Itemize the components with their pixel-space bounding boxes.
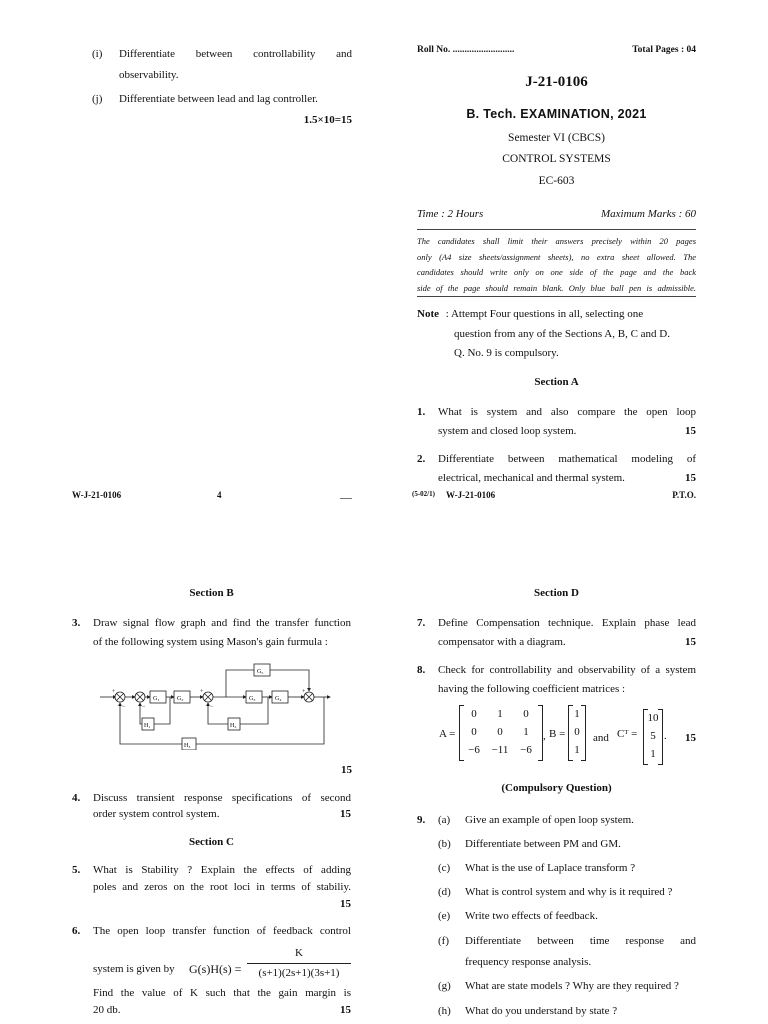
block-label: H₁ [144,723,151,729]
q9-part-g [438,977,696,996]
question-marks: 15 [685,732,696,744]
separator-dot: . [664,730,667,742]
item-text-cont: observability. [119,69,179,81]
question-marks: 15 [685,472,696,484]
semester: Semester VI (CBCS) [508,132,605,144]
matrix-a-cell: 0 [523,708,529,720]
block-diagram [98,660,333,750]
matrix-c-label: Cᵀ = [617,728,638,740]
block-label: H₃ [184,743,191,749]
note-line-1: : Attempt Four questions in all, selecting one [445,308,644,320]
part-text: What are state models ? Why are they required ? [465,980,679,992]
question-number: 3. [72,617,81,629]
matrix-a-cell: 0 [471,726,477,738]
question-text-cont: 20 db. [93,1004,121,1016]
part-text: What is control system and why is it required ? [465,886,673,898]
svg-text:+: + [200,689,204,695]
part-label: (d) [438,886,451,898]
matrix-a-cell: 1 [523,726,529,738]
footer-page: 4 [217,490,222,500]
maximum-marks: Maximum Marks : 60 [600,208,696,220]
svg-text:−: − [122,704,126,710]
question-text: Check for controllability and observability of a system [438,664,696,676]
q9-part-c [438,859,696,878]
question-text: Differentiate between mathematical modeling of [438,453,696,465]
matrix-b-cell: 1 [574,708,580,720]
question-3 [72,614,351,654]
question-9 [417,811,696,1024]
note-block [417,305,696,364]
total-marks: 1.5×10=15 [303,114,352,126]
question-number: 9. [417,814,426,826]
question-number: 6. [72,925,81,937]
part-text-cont: frequency response analysis. [465,956,592,968]
matrix-c-cell: 10 [647,712,659,724]
item-text: Differentiate between controllability and [119,48,352,60]
instruction-line: The candidates shall limit their answers precisely within 20 pages [417,236,696,246]
footer-code: W-J-21-0106 [446,490,496,500]
question-8 [417,661,696,766]
block-label: G₄ [275,696,282,702]
block-label: G₃ [249,696,256,702]
exam-title: B. Tech. EXAMINATION, 2021 [466,107,647,121]
subject-name: CONTROL SYSTEMS [502,153,611,165]
matrix-a-cell: 1 [497,708,503,720]
part-label: (g) [438,980,451,992]
question-number: 7. [417,617,426,629]
matrix-and: and [593,732,609,744]
question-text-cont: poles and zeros on the root loci in terms of stabiliy. [93,881,351,893]
compulsory-heading: (Compulsory Question) [501,782,612,794]
paper-code: J-21-0106 [525,74,588,90]
q9-part-b [438,835,696,854]
block-label: G₂ [177,696,184,702]
question-number: 8. [417,664,426,676]
matrix-c-cell: 1 [650,748,656,760]
block-label: G₅ [257,669,264,675]
matrix-c-cell: 5 [650,730,656,742]
section-c-heading: Section C [189,836,234,848]
transfer-function-line [93,942,351,980]
question-text: What is Stability ? Explain the effects of adding [93,864,351,876]
matrix-b [568,705,586,761]
svg-text:+: + [112,689,116,695]
svg-text:−: − [210,704,214,710]
question-text: The open loop transfer function of feedback control [93,925,351,937]
section-b-heading: Section B [189,587,234,599]
question-text: What is system and also compare the open loop [438,406,696,418]
matrix-a-cell: −6 [468,744,480,756]
part-text: Give an example of open loop system. [465,814,634,826]
question-1 [417,403,696,443]
q9-part-e [438,907,696,926]
part-label: (a) [438,814,451,826]
question-marks: 15 [685,425,696,437]
question-4 [72,789,351,829]
part-label: (c) [438,862,451,874]
q9-part-f [438,932,696,968]
part-text: Differentiate between PM and GM. [465,838,621,850]
matrix-b-label: B = [549,728,566,740]
question-text: Draw signal flow graph and find the transfer function [93,617,351,629]
question-marks: 15 [340,808,351,820]
svg-text:−: − [142,704,146,710]
question-text-cont: order system control system. [93,808,220,820]
question-text-cont: Find the value of K such that the gain margin is [93,987,351,999]
question-marks: 15 [340,898,351,910]
question-6 [72,922,351,1022]
block-label: H₂ [230,723,237,729]
matrix-b-cell: 1 [574,744,580,756]
subject-code: EC-603 [538,175,575,187]
q9-part-d [438,883,696,902]
part-label: (e) [438,910,451,922]
item-text: Differentiate between lead and lag controller. [119,93,318,105]
note-label: Note [417,308,439,320]
svg-text:+: + [302,689,306,695]
tf-denominator: (s+1)(2s+1)(3s+1) [258,967,340,979]
instruction-line: side of the page should remain blank. Only blue ball pen is admissible. [417,282,696,293]
footer-dash: — [340,490,352,504]
part-text: Differentiate between time response and [465,935,696,947]
matrix-a-cell: 0 [497,726,503,738]
separator-comma: , [543,730,546,742]
q-item-i [92,45,352,81]
part-text: What is the use of Laplace transform ? [465,862,636,874]
question-text-cont: system and closed loop system. [438,425,577,437]
section-a-heading: Section A [534,376,579,388]
divider-bottom [417,296,696,297]
question-3-marks: 15 [341,764,352,776]
roll-number: Roll No. .......................... [417,45,515,55]
question-text-cont: electrical, mechanical and thermal system. [438,472,625,484]
tf-lhs: G(s)H(s) = [189,962,242,976]
question-text-cont: of the following system using Mason's gain furmula : [93,636,328,648]
exam-time: Time : 2 Hours [417,208,484,220]
part-text: Write two effects of feedback. [465,910,598,922]
matrix-a-cell: −6 [520,744,532,756]
matrix-a-label: A = [439,728,456,740]
part-text: What do you understand by state ? [465,1005,618,1017]
question-text-cont: having the following coefficient matrices : [438,683,626,695]
question-number: 1. [417,406,426,418]
tf-numerator: K [295,947,303,959]
note-line-3: Q. No. 9 is compulsory. [454,347,559,359]
question-5 [72,861,351,917]
footer-small-code: (5-02/1) [412,490,435,498]
footer-code: W-J-21-0106 [72,490,122,500]
matrix-a-cell: 0 [471,708,477,720]
matrix-a-cell: −11 [491,744,509,756]
question-7 [417,614,696,654]
question-marks: 15 [685,636,696,648]
section-d-heading: Section D [534,587,579,599]
instruction-line: candidates should write only on one side of the page and the back [417,267,696,277]
divider-top [417,229,696,230]
instruction-line: only (A4 size sheets/assignment sheets), no extra sheet allowed. The [417,251,696,262]
part-label: (h) [438,1005,451,1017]
instructions-block [417,234,696,296]
question-number: 5. [72,864,81,876]
matrix-a [459,705,543,761]
question-text-cont: system is given by [93,963,175,975]
question-text-cont: compensator with a diagram. [438,636,566,648]
q9-part-h [438,1002,696,1021]
total-pages: Total Pages : 04 [632,45,696,55]
question-number: 2. [417,453,426,465]
matrix-c [643,709,663,765]
question-text: Discuss transient response specifications of second [93,792,351,804]
question-marks: 15 [340,1004,351,1016]
question-text: Define Compensation technique. Explain phase lead [438,617,696,629]
matrix-b-cell: 0 [574,726,580,738]
q9-part-a [438,811,696,830]
part-label: (f) [438,935,449,947]
question-number: 4. [72,792,81,804]
part-label: (b) [438,838,451,850]
item-label: (i) [92,48,103,60]
note-line-2: question from any of the Sections A, B, C and D. [454,327,671,340]
footer-pto: P.T.O. [672,490,696,500]
block-label: G₁ [153,696,160,702]
q-item-j [92,90,352,109]
item-label: (j) [92,93,103,105]
question-2 [417,450,696,490]
